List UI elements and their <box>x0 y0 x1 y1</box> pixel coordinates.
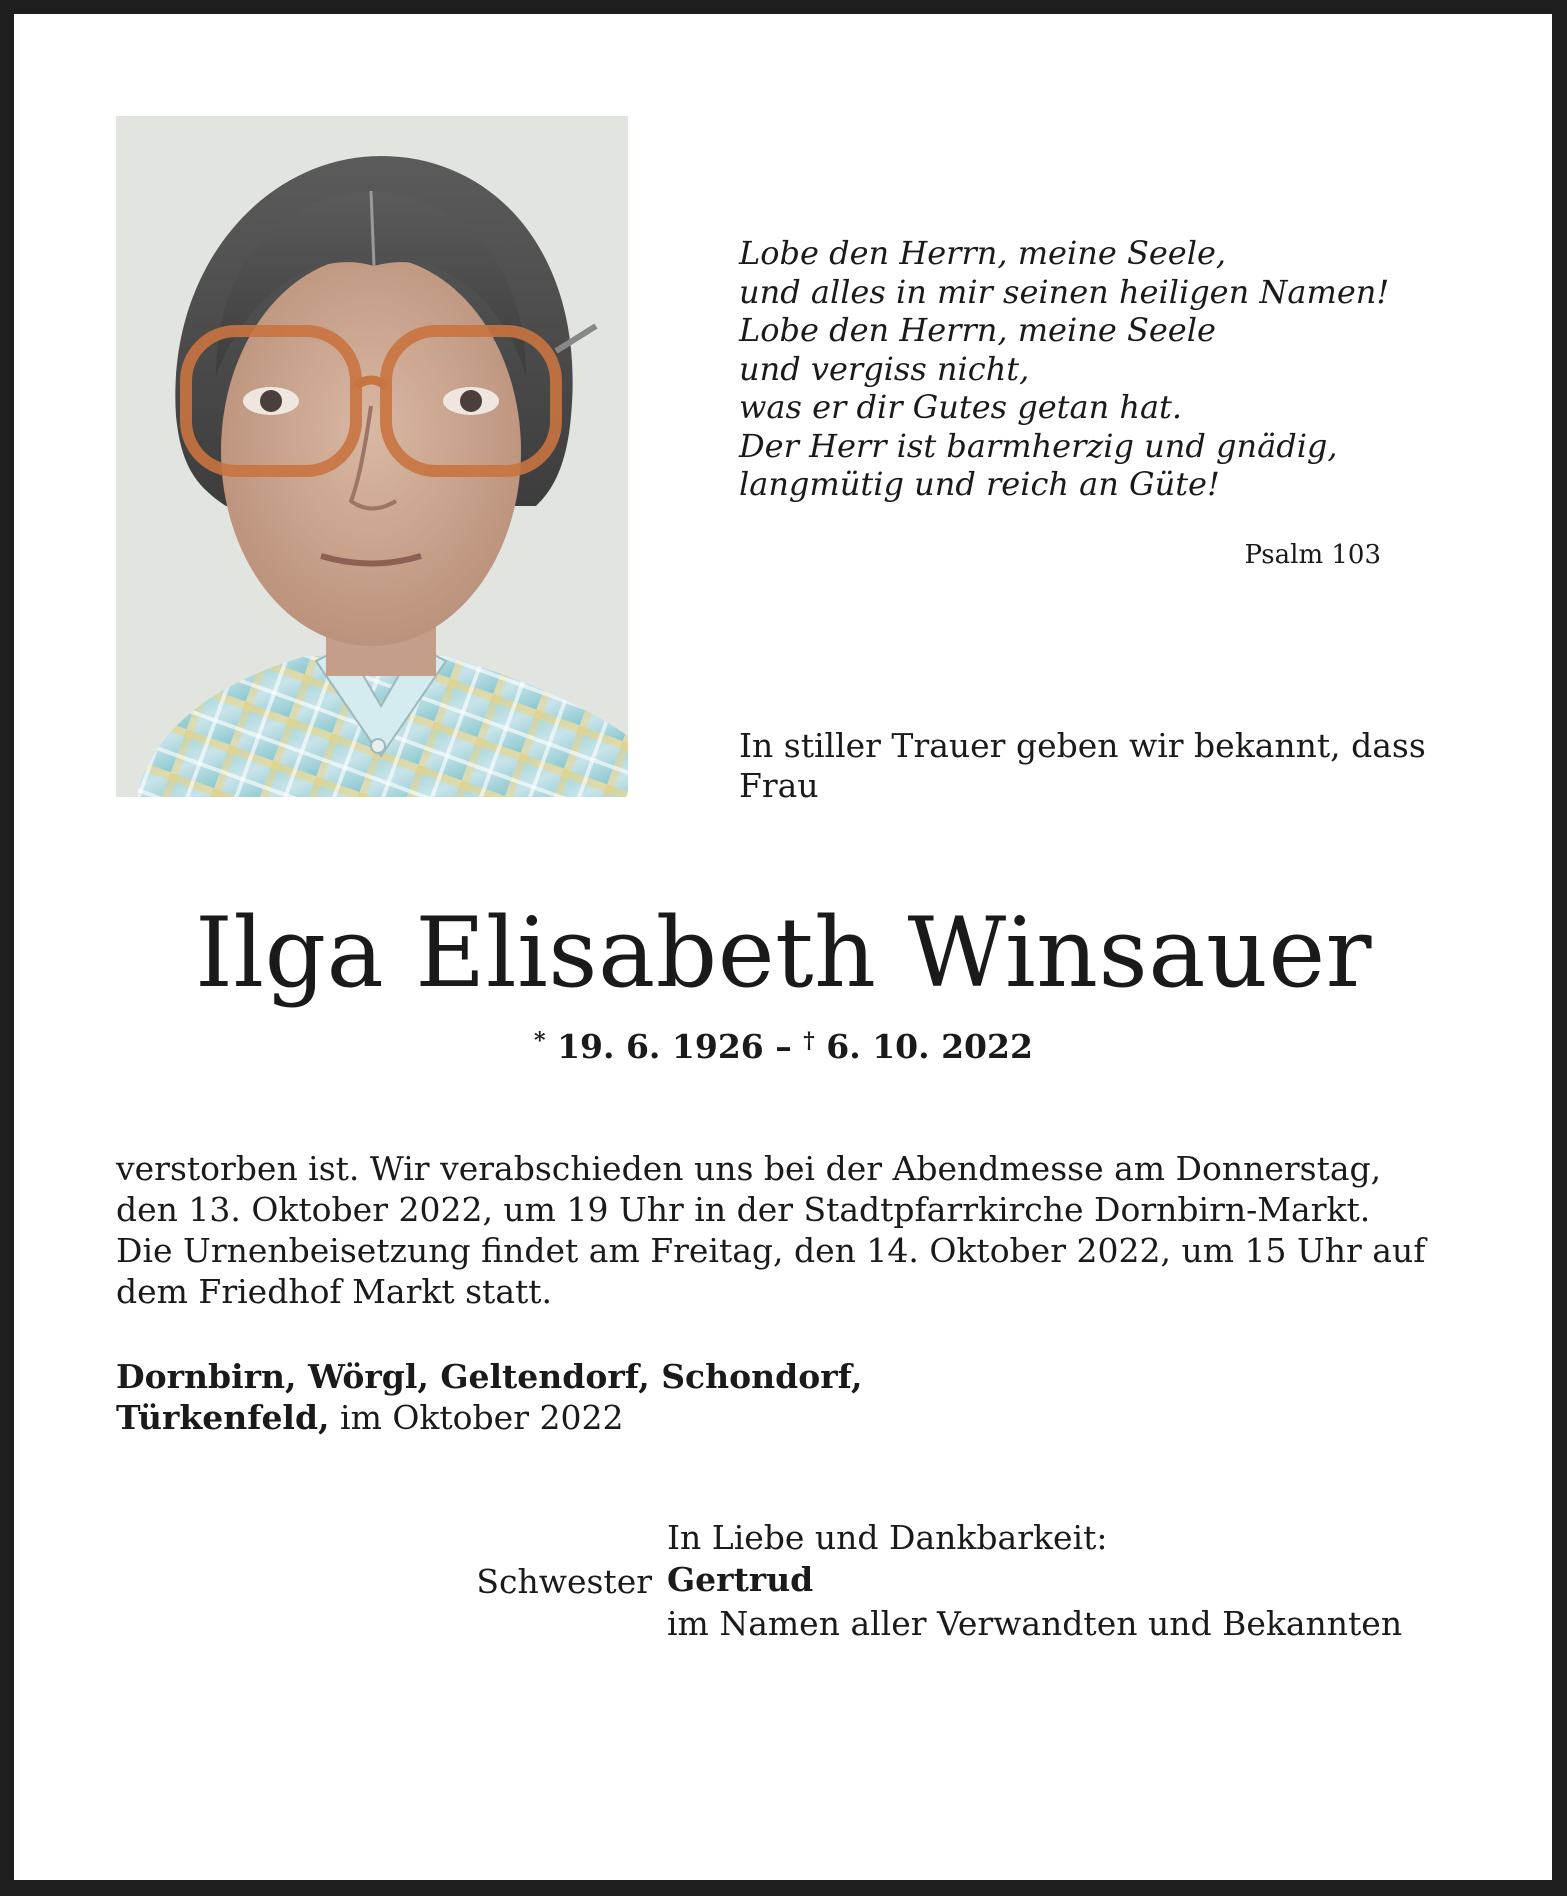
details-line: den 13. Oktober 2022, um 19 Uhr in der Stadtpfarrkirche Dornbirn-Markt. <box>116 1190 1371 1229</box>
places-last: Türkenfeld, <box>116 1398 330 1437</box>
details-line: verstorben ist. Wir verabschieden uns bei der Abendmesse am Donnerstag, <box>116 1149 1382 1188</box>
places-and-date <box>116 1356 1016 1438</box>
places-line: Dornbirn, Wörgl, Geltendorf, Schondorf, <box>116 1357 863 1396</box>
details-line: dem Friedhof Markt statt. <box>116 1272 553 1311</box>
signature-heading: In Liebe und Dankbarkeit: <box>667 1518 1108 1557</box>
portrait-photo <box>116 116 628 797</box>
portrait-illustration <box>116 116 628 797</box>
date-separator: – <box>763 1027 804 1066</box>
birth-date: 19. 6. 1926 <box>557 1027 764 1066</box>
deceased-name: Ilga Elisabeth Winsauer <box>194 897 1373 1009</box>
announcement-line: Frau <box>739 766 819 805</box>
verse-line: was er dir Gutes getan hat. <box>739 388 1183 426</box>
verse-line: Lobe den Herrn, meine Seele, <box>739 234 1227 272</box>
announcement-text <box>739 726 1499 806</box>
birth-symbol: * <box>534 1028 546 1054</box>
verse-line: und vergiss nicht, <box>739 349 1030 388</box>
life-dates <box>0 1027 1567 1066</box>
psalm-verse <box>739 234 1459 504</box>
details-line: Die Urnenbeisetzung findet am Freitag, den 14. Oktober 2022, um 15 Uhr auf <box>116 1231 1426 1270</box>
verse-source: Psalm 103 <box>1244 540 1381 570</box>
signature-note: im Namen aller Verwandten und Bekannten <box>667 1604 1403 1643</box>
verse-line: Der Herr ist barmherzig und gnädig, <box>739 426 1338 465</box>
signature-name: Gertrud <box>667 1560 814 1599</box>
verse-line: und alles in mir seinen heiligen Namen! <box>739 272 1390 311</box>
announcement-line: In stiller Trauer geben wir bekannt, dass <box>739 726 1426 765</box>
signature-role: Schwester <box>476 1562 652 1601</box>
funeral-details <box>116 1148 1426 1312</box>
places-date: im Oktober 2022 <box>329 1398 624 1437</box>
verse-line: langmütig und reich an Güte! <box>739 465 1220 503</box>
death-symbol: † <box>803 1028 815 1054</box>
verse-line: Lobe den Herrn, meine Seele <box>739 311 1216 349</box>
death-date: 6. 10. 2022 <box>826 1027 1033 1066</box>
